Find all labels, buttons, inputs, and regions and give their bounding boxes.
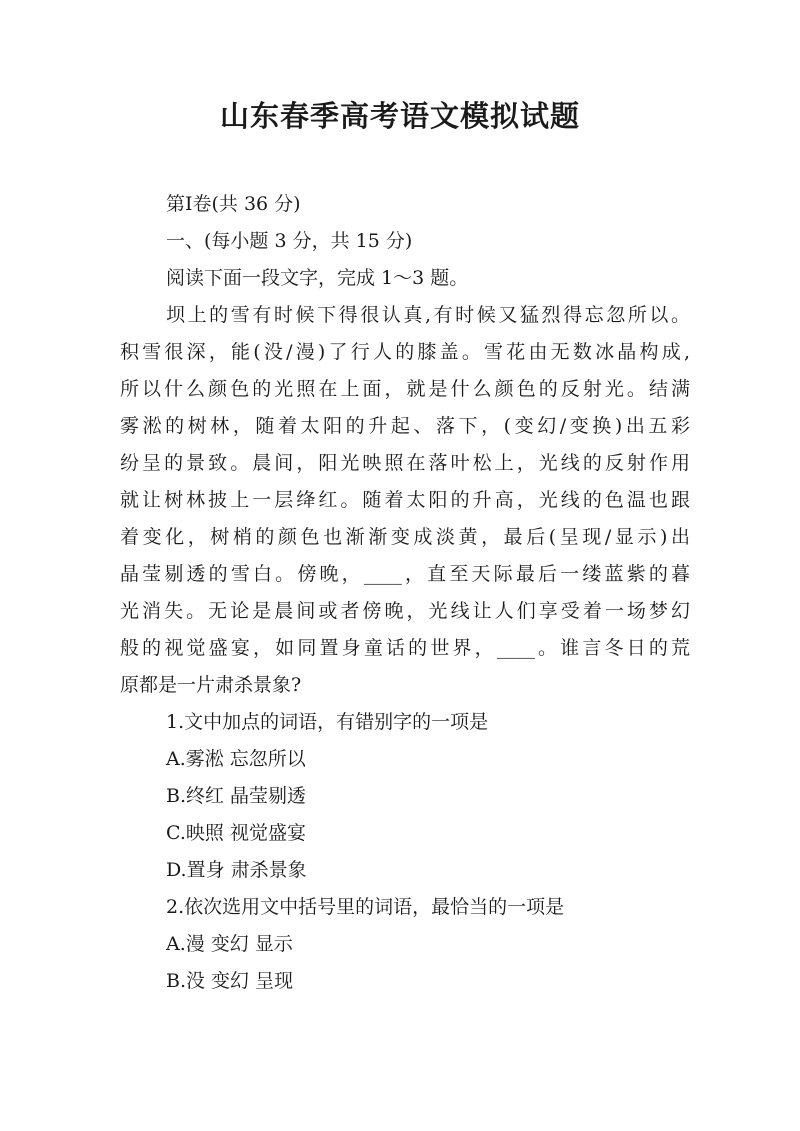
passage — [120, 297, 690, 704]
question-stem: 2.依次选用文中括号里的词语，最恰当的一项是 — [166, 896, 565, 918]
option-b: B.终红 晶莹剔透 — [166, 785, 307, 807]
passage-line: 原都是一片肃杀景象? — [120, 674, 302, 696]
option-a: A.漫 变幻 显示 — [166, 933, 293, 955]
passage-line: 着变化，树梢的颜色也渐渐变成淡黄，最后(呈现/显示)出 — [120, 526, 690, 548]
question-1 — [120, 704, 690, 889]
passage-line: 雾淞的树林，随着太阳的升起、落下，(变幻/变换)出五彩 — [120, 415, 690, 437]
part-header: 一、(每小题 3 分，共 15 分) — [166, 230, 413, 252]
section-header: 第Ⅰ卷(共 36 分) — [166, 193, 301, 215]
passage-line: 晶莹剔透的雪白。傍晚，____，直至天际最后一缕蓝紫的暮 — [120, 563, 690, 585]
question-2 — [120, 889, 690, 1000]
passage-line: 就让树林披上一层绛红。随着太阳的升高，光线的色温也跟 — [120, 489, 690, 511]
instruction: 阅读下面一段文字，完成 1～3 题。 — [166, 267, 469, 289]
passage-line: 光消失。无论是晨间或者傍晚，光线让人们享受着一场梦幻 — [120, 600, 690, 622]
option-d: D.置身 肃杀景象 — [166, 859, 307, 881]
option-b: B.没 变幻 呈现 — [166, 970, 294, 992]
option-c: C.映照 视觉盛宴 — [166, 822, 306, 844]
passage-line: 般的视觉盛宴，如同置身童话的世界，____。谁言冬日的荒 — [120, 637, 690, 659]
passage-line: 所以什么颜色的光照在上面，就是什么颜色的反射光。结满 — [120, 378, 690, 400]
passage-line: 积雪很深，能(没/漫)了行人的膝盖。雪花由无数冰晶构成, — [120, 341, 690, 363]
document-body — [120, 186, 690, 1000]
option-a: A.雾淞 忘忽所以 — [166, 748, 306, 770]
passage-line: 坝上的雪有时候下得很认真,有时候又猛烈得忘忽所以。 — [166, 304, 690, 326]
question-stem: 1.文中加点的词语，有错别字的一项是 — [166, 711, 489, 733]
page-title: 山东春季高考语文模拟试题 — [219, 99, 580, 133]
passage-line: 纷呈的景致。晨间，阳光映照在落叶松上，光线的反射作用 — [120, 452, 690, 474]
